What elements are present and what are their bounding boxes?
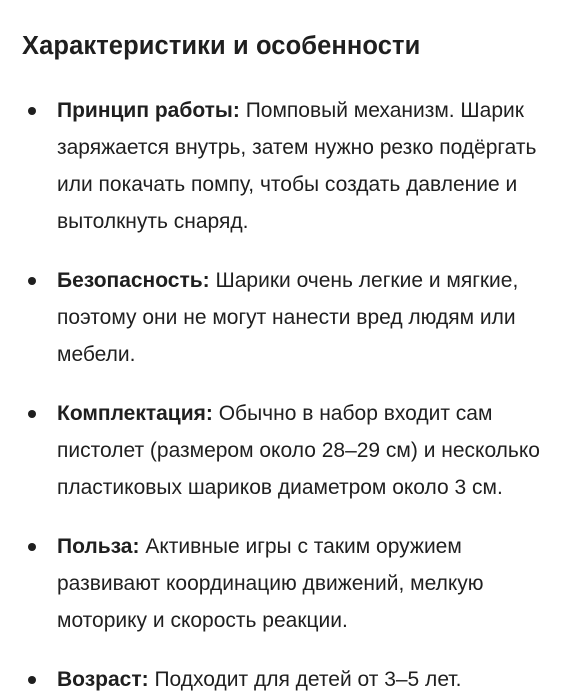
- feature-list: [22, 92, 547, 698]
- bullet-icon: [28, 543, 36, 551]
- item-term: Возраст:: [57, 668, 149, 691]
- bullet-icon: [28, 410, 36, 418]
- list-item-kit: [22, 395, 547, 506]
- item-text: Подходит для детей от 3–5 лет.: [148, 668, 462, 691]
- list-item-benefit: [22, 528, 547, 639]
- item-term: Безопасность:: [57, 269, 210, 292]
- list-item-safety: [22, 262, 547, 373]
- section-heading: Характеристики и особенности: [22, 32, 421, 60]
- item-text: Обычно в набор входит сам пистолет (размером около 28–29 см) и несколько пластиковых шариков диаметром около 3 см.: [57, 402, 540, 499]
- bullet-icon: [28, 107, 36, 115]
- item-text: Помповый механизм. Шарик заряжается внутрь, затем нужно резко подёргать или покачать помпу, чтобы создать давление и вытолкнуть снаряд.: [57, 99, 537, 233]
- item-term: Принцип работы:: [57, 99, 240, 122]
- item-text: Шарики очень легкие и мягкие, поэтому они не могут нанести вред людям или мебели.: [57, 269, 519, 366]
- item-term: Комплектация:: [57, 402, 213, 425]
- bullet-icon: [28, 277, 36, 285]
- item-term: Польза:: [57, 535, 140, 558]
- bullet-icon: [28, 676, 36, 684]
- list-item-age: [22, 661, 547, 698]
- list-item-principle: [22, 92, 547, 240]
- item-text: Активные игры с таким оружием развивают координацию движений, мелкую моторику и скорость реакции.: [57, 535, 484, 632]
